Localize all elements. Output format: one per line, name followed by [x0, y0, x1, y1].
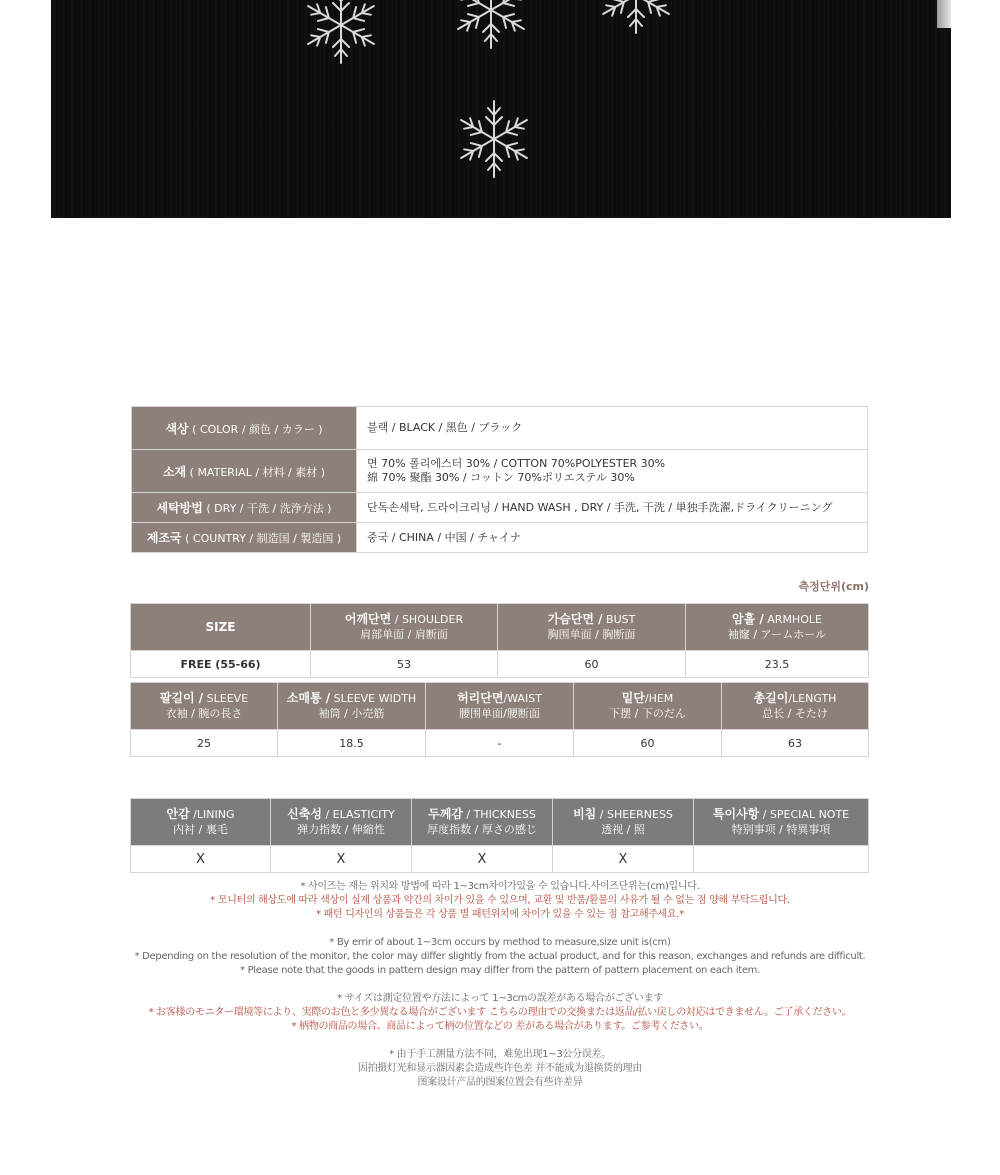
size-header-hem: 밑단/HEM 下摆 / 下のだん — [574, 683, 722, 730]
note-line: * Please note that the goods in pattern design may differ from the pattern of pattern placement on each item. — [240, 965, 760, 976]
info-key: 소재 ( MATERIAL / 材料 / 素材 ) — [132, 450, 357, 493]
note-line: 因拍摄灯光和显示器因素会造成些许色差 并不能成为退换货的理由 — [357, 1063, 643, 1074]
size-value-row — [131, 651, 869, 678]
char-value: X — [131, 846, 271, 873]
product-photo — [51, 0, 951, 218]
size-table-top — [130, 603, 869, 678]
size-notes — [0, 880, 1000, 1090]
note-line: * 사이즈는 재는 위치와 방법에 따라 1~3cm차이가있을 수 있습니다.사이즈단위는(cm)입니다. — [300, 881, 700, 892]
char-value: X — [553, 846, 694, 873]
note-line: * お客様のモニター環境等により、実際のお色と多少異なる場合がございます こちらの理由での交換または返品/払い戻しの対応はできません。ご了承ください。 — [148, 1007, 852, 1018]
note-line: * Depending on the resolution of the monitor, the color may differ slightly from the actual product, and for this reason, exchanges and refunds are difficult. — [134, 951, 866, 962]
char-value: X — [412, 846, 553, 873]
size-header-shoulder: 어깨단면 / SHOULDER 肩部单面 / 肩断面 — [311, 604, 498, 651]
note-line: * 패턴 디자인의 상품들은 각 상품 별 패턴위치에 차이가 있을 수 있는 점 참고해주세요.* — [316, 909, 684, 920]
size-header-size: SIZE — [131, 604, 311, 651]
snowflake-icon — [451, 0, 531, 55]
info-key: 제조국 ( COUNTRY / 制造国 / 製造国 ) — [132, 523, 357, 553]
size-header-length: 총길이/LENGTH 总长 / そたけ — [722, 683, 869, 730]
size-header-bust: 가슴단면 / BUST 胸围单面 / 胸断面 — [498, 604, 686, 651]
size-value: 25 — [131, 730, 278, 757]
note-line: * サイズは測定位置や方法によって 1~3cmの誤差がある場合がございます — [337, 993, 663, 1004]
photo-background-edge — [937, 0, 951, 28]
size-value: 60 — [498, 651, 686, 678]
snowflake-icon — [449, 92, 539, 187]
size-value: - — [426, 730, 574, 757]
size-table-bottom — [130, 682, 869, 757]
snowflake-icon — [596, 0, 676, 40]
char-header-thickness: 두께감 / THICKNESS 厚度指数 / 厚さの感じ — [412, 799, 553, 846]
size-header-row — [131, 604, 869, 651]
char-header-row — [131, 799, 869, 846]
info-row-country — [132, 523, 868, 553]
info-row-color — [132, 407, 868, 450]
size-value: 63 — [722, 730, 869, 757]
note-line: * 모니터의 해상도에 따라 색상이 실제 상품과 약간의 차이가 있을 수 있으며, 교환 및 반품/환불의 사유가 될 수 없는 점 양해 부탁드립니다. — [210, 895, 790, 906]
info-value: 면 70% 폴리에스터 30% / COTTON 70%POLYESTER 30% 綿 70% 聚酯 30% / コットン 70%ポリエステル 30% — [357, 450, 868, 493]
size-header-armhole: 암홀 / ARMHOLE 袖窿 / アームホール — [686, 604, 869, 651]
info-key: 세탁방법 ( DRY / 干洗 / 洗浄方法 ) — [132, 493, 357, 523]
size-value: 60 — [574, 730, 722, 757]
product-info-table — [131, 406, 868, 553]
snowflake-icon — [301, 0, 381, 70]
size-value-row — [131, 730, 869, 757]
size-value: 53 — [311, 651, 498, 678]
size-header-sleeve: 팔길이 / SLEEVE 衣袖 / 腕の長さ — [131, 683, 278, 730]
size-header-waist: 허리단면/WAIST 腰围单面/腰断面 — [426, 683, 574, 730]
note-line: 图案设计产品的图案位置会有些许差异 — [417, 1077, 583, 1088]
note-line: * 由于手工测量方法不同，难免出现1~3公分误差。 — [389, 1049, 611, 1060]
size-header-row — [131, 683, 869, 730]
char-header-special-note: 특이사항 / SPECIAL NOTE 特别事项 / 特異事項 — [694, 799, 869, 846]
size-value: 23.5 — [686, 651, 869, 678]
info-key: 색상 ( COLOR / 颜色 / カラー ) — [132, 407, 357, 450]
note-line: * 柄物の商品の場合、商品によって柄の位置などの 差がある場合があります。ご参考ください。 — [291, 1021, 709, 1032]
char-header-elasticity: 신축성 / ELASTICITY 弹力指数 / 伸縮性 — [271, 799, 412, 846]
info-value: 단독손세탁, 드라이크리닝 / HAND WASH , DRY / 手洗, 干洗 / 単独手洗濯,ドライクリーニング — [357, 493, 868, 523]
info-row-material — [132, 450, 868, 493]
info-value: 중국 / CHINA / 中国 / チャイナ — [357, 523, 868, 553]
char-header-lining: 안감 /LINING 内衬 / 裏毛 — [131, 799, 271, 846]
size-header-sleeve-width: 소매통 / SLEEVE WIDTH 袖筒 / 小売筋 — [278, 683, 426, 730]
note-line: * By errir of about 1~3cm occurs by method to measure,size unit is(cm) — [329, 937, 671, 948]
char-value: X — [271, 846, 412, 873]
info-value: 블랙 / BLACK / 黑色 / ブラック — [357, 407, 868, 450]
char-value — [694, 846, 869, 873]
measurement-unit-label: 측정단위(cm) — [798, 580, 869, 593]
size-value: 18.5 — [278, 730, 426, 757]
info-row-washing — [132, 493, 868, 523]
char-value-row — [131, 846, 869, 873]
char-header-sheerness: 비침 / SHEERNESS 透视 / 照 — [553, 799, 694, 846]
size-value: FREE (55-66) — [131, 651, 311, 678]
fabric-characteristics-table — [130, 798, 869, 873]
